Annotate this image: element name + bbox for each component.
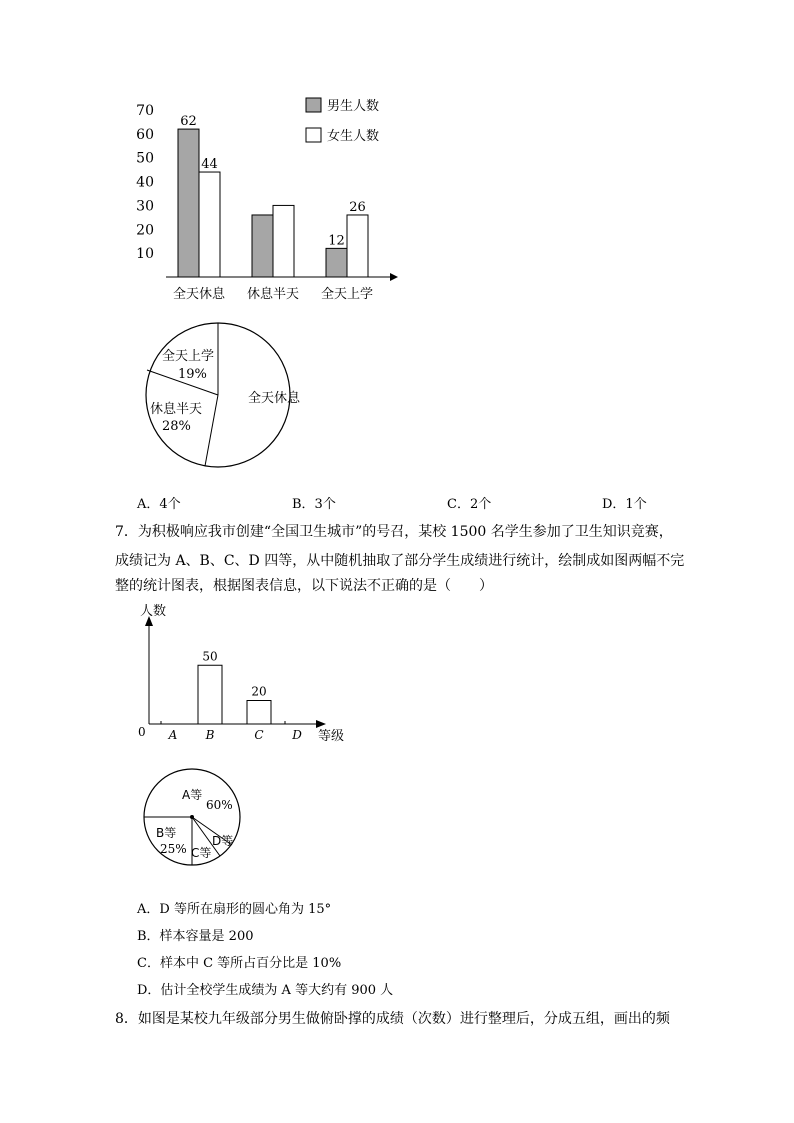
q6-option-c: C．2个 [447, 497, 492, 512]
bar-data-label: 62 [180, 114, 197, 130]
y-tick-label: 20 [136, 222, 154, 239]
origin-label: 0 [138, 725, 146, 739]
pie2-slice-label: B等 [156, 826, 177, 840]
bar [326, 248, 347, 277]
pie2-slice-label: D等 [212, 834, 234, 848]
y-tick-label: 70 [136, 103, 154, 119]
bar [347, 215, 368, 277]
pie1-slice-percent: 19% [178, 367, 207, 382]
bar [247, 701, 271, 725]
bar-data-label: 26 [349, 199, 366, 215]
pie2-slice-label: A等 [182, 788, 203, 802]
y-tick-label: 40 [136, 174, 154, 191]
pie1-slice-label: 休息半天 [150, 402, 203, 417]
bar-data-label: 44 [201, 157, 218, 173]
pie1-slice-label: 全天上学 [162, 349, 215, 364]
q7-option-c: C．样本中 C 等所占百分比是 10% [137, 956, 342, 971]
x-category-label: A [168, 728, 178, 742]
q6-option-d: D．1个 [602, 497, 647, 512]
pie2-center [190, 815, 194, 819]
q6-option-a: A．4个 [137, 497, 181, 512]
bar-chart-2 [130, 600, 360, 745]
pie1-slice-label: 全天休息 [248, 391, 300, 406]
bar [199, 172, 220, 277]
x-axis-title: 等级 [318, 729, 345, 744]
q7-option-a: A．D 等所在扇形的圆心角为 15° [137, 902, 332, 917]
bar-data-label: 12 [328, 233, 345, 249]
x-category-label: C [254, 728, 264, 742]
q6-option-b: B．3个 [292, 497, 336, 512]
bar [252, 215, 273, 277]
q7-option-b: B．样本容量是 200 [137, 929, 254, 944]
y-tick-label: 60 [136, 126, 154, 143]
bar [178, 129, 199, 277]
x-category-label: D [292, 728, 302, 742]
bar [198, 665, 222, 724]
bar-chart-1 [120, 90, 400, 305]
q7-stem-line: 7．为积极响应我市创建“全国卫生城市”的号召，某校 1500 名学生参加了卫生知识竞赛， [115, 524, 673, 540]
x-axis-arrow [390, 273, 398, 281]
y-axis-title: 人数 [140, 604, 167, 619]
pie2-slice-percent: 25% [160, 842, 187, 856]
q7-stem-line: 成绩记为 A、B、C、D 四等，从中随机抽取了部分学生成绩进行统计，绘制成如图两幅不完 [115, 553, 685, 569]
y-tick-label: 30 [136, 198, 154, 215]
legend-label: 男生人数 [327, 99, 380, 114]
x-category-label: 休息半天 [246, 287, 300, 302]
y-tick-label: 50 [136, 150, 154, 167]
pie1-slice-percent: 28% [162, 419, 191, 434]
q7-option-d: D．估计全校学生成绩为 A 等大约有 900 人 [137, 983, 394, 998]
pie2-slice-percent: 60% [206, 798, 233, 812]
bar [273, 205, 294, 277]
q7-stem-line: 整的统计图表，根据图表信息，以下说法不正确的是（ ） [115, 578, 493, 594]
pie-chart-2 [140, 765, 250, 870]
legend-swatch [306, 128, 321, 142]
legend-label: 女生人数 [327, 129, 380, 144]
x-category-label: B [205, 728, 215, 742]
bar-data-label: 20 [251, 684, 267, 699]
legend-swatch [306, 98, 321, 112]
x-category-label: 全天休息 [172, 287, 226, 302]
q8-stem-line: 8．如图是某校九年级部分男生做俯卧撑的成绩（次数）进行整理后，分成五组，画出的频 [115, 1011, 670, 1027]
pie-chart-1 [140, 320, 300, 475]
pie2-slice-label: C等 [191, 846, 212, 860]
y-tick-label: 10 [136, 246, 154, 263]
x-axis-arrow [316, 720, 326, 728]
bar-data-label: 50 [202, 649, 218, 664]
x-category-label: 全天上学 [320, 287, 374, 302]
